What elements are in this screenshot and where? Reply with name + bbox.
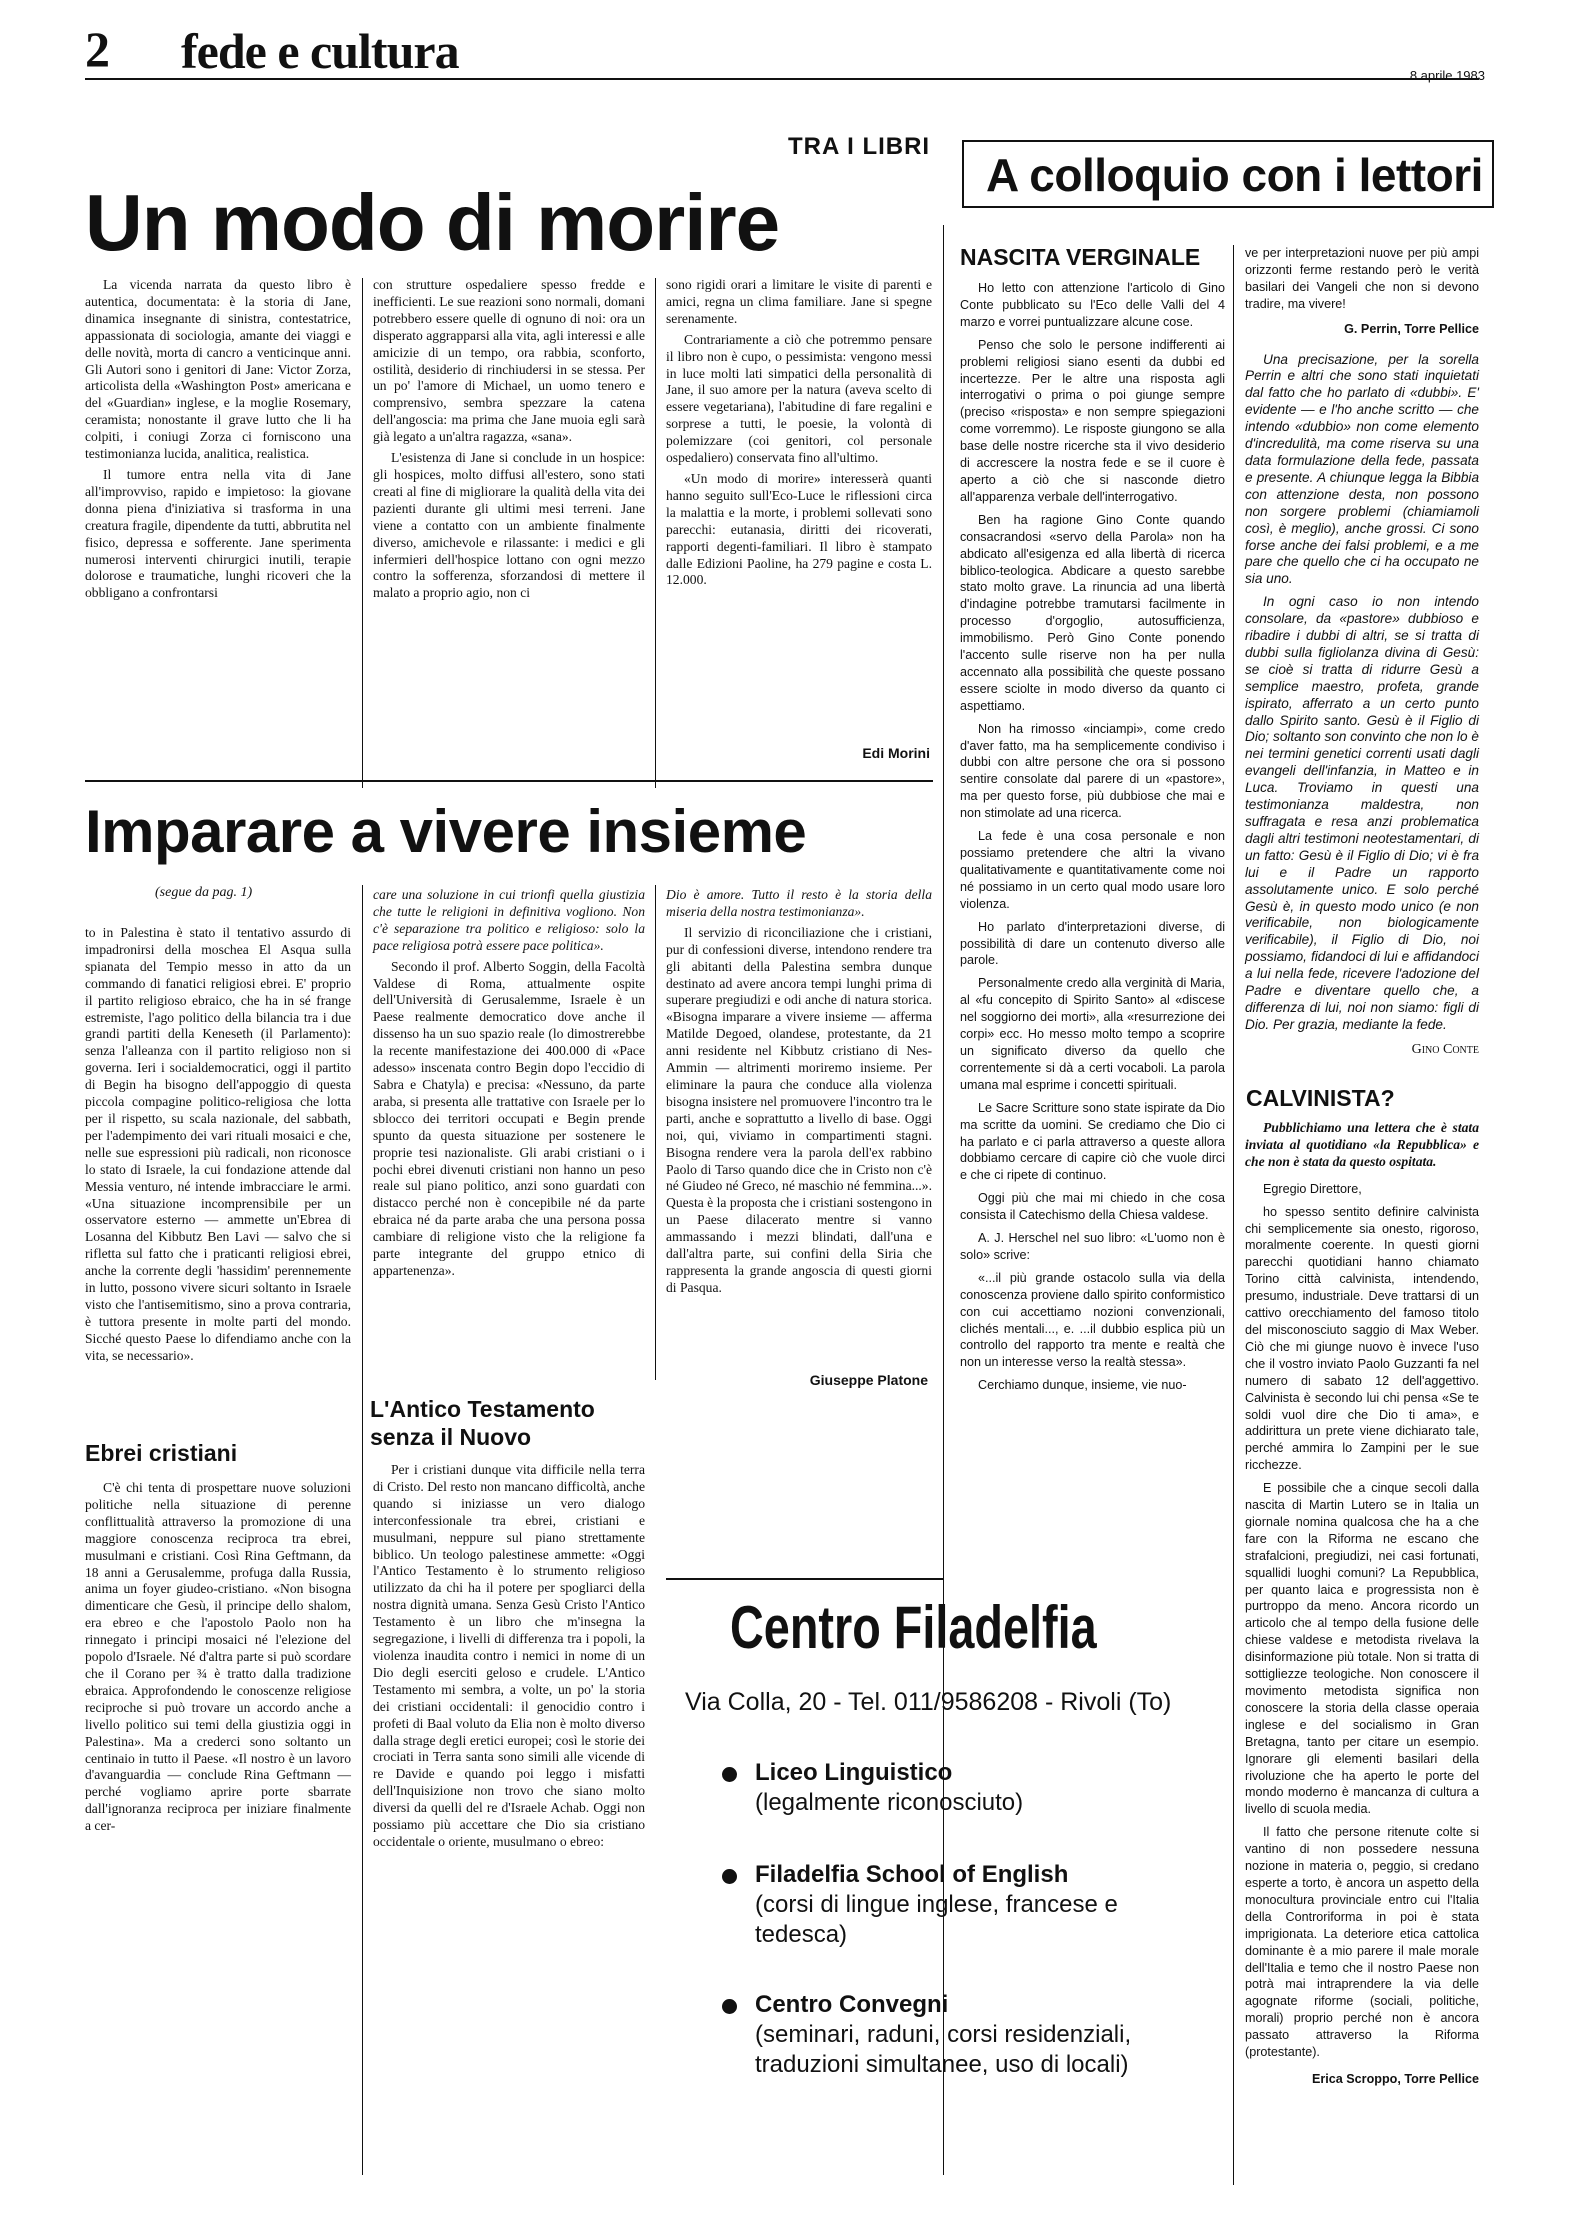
ad-item bbox=[755, 1758, 1215, 1818]
ad-item-desc: (legalmente riconosciuto) bbox=[755, 1789, 1024, 1816]
paragraph: L'esistenza di Jane si conclude in un hospice: gli hospices, molto diffusi all'estero, sono stati creati al fine di migliorare la qualità della vita dei pazienti durante gli ultimi mesi terreni. Jane viene a contatto con un ambiente finalmente diverso, amichevole e rilassante: i medici e gli infermieri dell'hospice lottano con ogni mezzo contro la sofferenza, sforzandosi di mettere il malato a proprio agio, non ci bbox=[373, 450, 645, 601]
paragraph: ho spesso sentito definire calvinista chi semplicemente sia onesto, rigoroso, moralmente coerente. In questi giorni parecchi quotidiani hanno chiamato Torino città calvinista, intendendo, presumo, industriale. Deve trattarsi di un cattivo orecchiamento del famoso titolo del misconosciuto saggio di Max Weber. Ciò che mi giunge nuovo è invece l'uso che il vostro inviato Paolo Guzzanti fa nel numero di sabato 12 dell'aggettivo. Calvinista è secondo lui chi pensa «Se te soldi vuol dire che Dio ti ama», e addirittura un prete viene dichiarato tale, perché ammira lo Zampini per le sue ricchezze. bbox=[1245, 1204, 1479, 1473]
ad-address: Via Colla, 20 - Tel. 011/9586208 - Rivoli (To) bbox=[685, 1688, 1172, 1716]
article2-column-1b bbox=[85, 1480, 351, 1839]
paragraph: care una soluzione in cui trionfi quella giustizia che tutte le religioni in definitiva vogliono. Non c'è separazione tra politico e religioso: solo la pace religiosa potrà essere pace politica». bbox=[373, 887, 645, 953]
article2-column-3 bbox=[666, 887, 932, 1301]
letters-header: A colloquio con i lettori bbox=[986, 149, 1483, 201]
bullet-icon bbox=[722, 1767, 737, 1782]
section-rule bbox=[85, 780, 933, 782]
article2-subhead-2: L'Antico Testamento senza il Nuovo bbox=[370, 1396, 595, 1450]
letters-column-2b bbox=[1245, 1120, 1479, 2088]
letters-column-1 bbox=[960, 280, 1225, 1400]
ad-item bbox=[755, 1860, 1215, 1950]
paragraph: Oggi più che mai mi chiedo in che cosa consista il Catechismo della Chiesa valdese. bbox=[960, 1191, 1225, 1223]
ad-rule bbox=[666, 1578, 944, 1580]
ad-item-title: Centro Convegni bbox=[755, 1991, 949, 2018]
paragraph: Personalmente credo alla verginità di Maria, al «fu concepito di Spirito Santo» al «discese nel soggiorno dei morti», alla «resurrezione dei corpi» ecc. Ho messo molto tempo a scoprire un significato diverso da quello che correntemente si dà a certi vocaboli. La parola umana mal esprime i concetti spirituali. bbox=[960, 976, 1225, 1092]
paragraph: Una precisazione, per la sorella Perrin e altri che sono stati inquietati dal fatto che ho parlato di «dubbi». E' evidente — e l'ho anche scritto — che intendo «dubbio» non come elemento d'incredulità, ma come riserva su una data formulazione della fede, passata e presente. A chiunque legga la Bibbia con attenzione desta, non possono non sorgere problemi (chiamiamoli così, è meglio), anche grossi. Ci sono forse anche dei falsi problemi, e a me pare che quello che ci ha occupato ne sia uno. bbox=[1245, 351, 1479, 587]
article1-column-1 bbox=[85, 277, 351, 606]
paragraph: E possibile che a cinque secoli dalla nascita di Martin Lutero se in Italia un giornale nomina qualcosa che ha a che fare con la Riforma ne escano che strafalcioni, pregiudizi, nei casi fortunati, squallidi luoghi comuni? La Repubblica, per quanto laica e progressista non è purtroppo da meno. Ancora ricordo un articolo che al tempo della fusione delle chiese valdese e metodista rivelava la disinformazione più totale. Non si tratta di sottigliezze teologiche. Non conoscere il movimento metodista significa non conoscere la storia della classe operaia inglese e del socialismo in Gran Bretagna, tanto per citare un esempio. Ignorare gli elementi basilari della rivoluzione che ha aperto le porte del mondo moderno è mancanza di cultura a livello di scuola media. bbox=[1245, 1481, 1479, 1817]
paragraph: Il fatto che persone ritenute colte si vantino di non possedere nessuna nozione in materia o, peggio, si credano esperte a torto, è ancora un aspetto della monocultura provinciale entro cui l'Italia della Controriforma in poi è stata imprigionata. La deteriore etica cattolica dominante è a mio parere il male morale dell'Italia e temo che il nostro Paese non potrà mai intraprendere la via delle agognate riforme (sociali, politiche, morali) proprio perché non è ancora passato attraverso la Riforma (protestante). bbox=[1245, 1825, 1479, 2060]
calvinista-intro: Pubblichiamo una lettera che è stata inviata al quotidiano «la Repubblica» e che non è stata da questo ospitata. bbox=[1245, 1120, 1479, 1169]
paragraph: Per i cristiani dunque vita difficile nella terra di Cristo. Del resto non mancano difficoltà, anche quando si iniziasse un vero dialogo interconfessionale tra ebrei, cristiani e musulmani, neppure sul piano strettamente biblico. Un teologo palestinese ammette: «Oggi l'Antico Testamento è lo strumento religioso utilizzato da chi ha il potere per spogliarci della nostra dignità umana. Senza Gesù Cristo l'Antico Testamento è un libro che m'insegna la segregazione, i livelli di differenza tra i popoli, la violenza inaudita contro i nemici in nome di un Dio degli eserciti geloso e crudele. L'Antico Testamento mi sembra, a volte, un po' la storia dei cristiani occidentali: il genocidio contro i profeti di Baal voluto da Elia non è molto diverso dalla strage degli eretici europei; così le storie dei crociati in Terra santa sono simili alle vicende di re Davide e quando poi leggo i misfatti dell'Inquisizione non trovo che siano molto diversi da quelli del re d'Israele Achab. Oggi non possiamo più accettare che Dio sia cristiano occidentale o oriente, musulmano o ebreo: bbox=[373, 1462, 645, 1849]
article2-subhead-1: Ebrei cristiani bbox=[85, 1440, 238, 1466]
section-title: fede e cultura bbox=[181, 23, 459, 79]
paragraph: Cerchiamo dunque, insieme, vie nuo- bbox=[978, 1378, 1187, 1393]
calvinista-title: CALVINISTA? bbox=[1246, 1085, 1395, 1111]
paragraph: «...il più grande ostacolo sulla via della conoscenza proviene dallo spirito conformistico con cui accettiamo nozioni convenzionali, clichés mentali..., e. ...il dubbio esplica più un controllo del rapporto tra mente e realtà che non un interesse verso la realtà stessa». bbox=[960, 1270, 1225, 1370]
paragraph: to in Palestina è stato il tentativo assurdo di impadronirsi della moschea El Asqua sulla spianata del Tempio messo in atto da un commando di fanatici religiosi ebrei. E' proprio il partito religioso ebraico, che ha in sé frange estremiste, l'ago politico della bilancia tra i due grandi partiti della Keneseth (il Parlamento): senza l'alleanza con il partito religioso non si governa. Ieri i socialdemocratici, oggi il partito di Begin ha bisogno dell'appoggio di questa piccola compagine politico-religiosa che lotta per il rispetto, su scala nazionale, del sabbath, per l'adempimento dei vari rituali mosaici e che, nelle sue espressioni più radicali, non riconosce lo stato di Israele, la cui fondazione attende dal Messia venturo, né intende imbracciare le armi. «Una situazione incomprensibile per un osservatore esterno — ammette un'Ebrea di Losanna del Kibbutz Ben Lavi — salvo che si rifletta sul fatto che i praticanti religiosi ebrei, anche la corrente degli 'hassidim' perennemente in lutto, possono vivere sicuri soltanto in Israele visto che l'antisemitismo, sino a prova contraria, è tuttora presente in molte parti del mondo. Sicché questo Paese lo difendiamo anche con la vita, se necessario». bbox=[85, 925, 351, 1363]
paragraph: Ho parlato d'interpretazioni diverse, di possibilità di dare un contenuto diverso alle parole. bbox=[960, 919, 1225, 968]
column-rule bbox=[362, 278, 363, 788]
page-number: 2 bbox=[85, 21, 110, 77]
letter-author: G. Perrin, Torre Pellice bbox=[1344, 321, 1479, 336]
paragraph: ve per interpretazioni nuove per più ampi orizzonti ferme restando però le verità basilari dei Vangeli che non si devono tradire, ma vivere! bbox=[1245, 246, 1479, 311]
ad-item-desc: (corsi di lingue inglese, francese e tedesca) bbox=[755, 1891, 1118, 1948]
ad-item-title: Liceo Linguistico bbox=[755, 1759, 953, 1786]
ad-item-title: Filadelfia School of English bbox=[755, 1861, 1069, 1888]
ad-centro-filadelfia bbox=[680, 1585, 1210, 2175]
issue-date: 8 aprile 1983 bbox=[1409, 68, 1485, 83]
ad-item bbox=[755, 1990, 1215, 2080]
paragraph: Penso che solo le persone indifferenti ai problemi religiosi siano esenti da dubbi ed incertezze. Per le altre una risposta agli interrogativi o prima o poi giunge sempre (preciso «risposta» e non sempre spiegazioni come vorremmo). Le risposte giungono se alla base delle nostre ricerche sta il vivo desiderio di accrescere la nostra fede e se il cuore è aperto a ciò che si nasconde dietro all'apparenza verbale dell'interrogativo. bbox=[960, 337, 1225, 504]
paragraph: sono rigidi orari a limitare le visite di parenti e amici, regna un clima familiare. Jane si spegne serenamente. bbox=[666, 277, 932, 326]
column-rule bbox=[1233, 245, 1234, 2185]
article1-title: Un modo di morire bbox=[85, 178, 780, 267]
salutation: Egregio Direttore, bbox=[1263, 1181, 1362, 1196]
editor-reply bbox=[1245, 352, 1479, 1034]
letters-column-2 bbox=[1245, 245, 1479, 1059]
column-rule bbox=[655, 278, 656, 788]
article1-author: Edi Morini bbox=[862, 745, 930, 761]
reply-author: Gino Conte bbox=[1411, 1041, 1479, 1057]
paragraph: In ogni caso io non intendo consolare, da «pastore» dubbioso e ribadire i dubbi di altri, se si tratta di dubbi sulla figliolanza divina di Gesù: se cioè si tratta di ridurre Gesù a semplice maestro, profeta, grande ispirato, afferrato a un certo punto dallo Spirito santo. Gesù è il Figlio di Dio; soltanto son convinto che non lo è nei termini genetici correnti usati dagli evangeli dell'infanzia, in Matteo e in Luca. Troviamo in questi una testimonianza maldestra, non suffragata e resa anzi problematica dagli altri testimoni neotestamentari, di un fatto: Gesù è il Figlio di Dio; vi è fra lui e il Padre un rapporto assolutamente unico. E solo perché Gesù è, in questo modo unico (e non verificabile, non biologicamente verificabile), il Figlio di Dio, noi possiamo, fidandoci di lui e affidandoci a lui nella fede, ricevere l'adozione del Padre e diventare quello che, a differenza di lui, noi non siamo: figli di Dio. Per grazia, mediante la fede. bbox=[1245, 594, 1479, 1032]
letters-header-box bbox=[962, 140, 1494, 208]
paragraph: Secondo il prof. Alberto Soggin, della Facoltà Valdese di Roma, attualmente ospite dell'Università di Gerusalemme, Israele è un Paese realmente democratico dove anche il dissenso ha un suo spazio reale (lo dimostrerebbe la recente manifestazione dei 400.000 di «Pace adesso» inscenata contro Begin dopo l'eccidio di Sabra e Chatyla) e precisa: «Nessuno, da parte araba, si presenta alle trattative con Israele per lo sblocco dei territori occupati e Begin prende spunto da questa situazione per sostenere le proprie tesi nazionaliste. Gli arabi cristiani o i pochi ebrei divenuti cristiani non hanno un peso reale sul piano politico, anzi sono guardati con distacco perché non è concepibile né da parte ebraica né da parte araba che una persona possa cambiare di religione visto che la religione fa parte integrante del gruppo etnico di appartenenza». bbox=[373, 958, 645, 1278]
paragraph: A. J. Herschel nel suo libro: «L'uomo non è solo» scrive: bbox=[960, 1231, 1225, 1262]
paragraph: La fede è una cosa personale e non possiamo pretendere che altri la vivano qualitativamente e quantitativamente come noi né possiamo in un certo qual modo usare loro violenza. bbox=[960, 829, 1225, 911]
article2-column-2b bbox=[373, 1462, 645, 1855]
paragraph: Non ha rimosso «inciampi», come credo d'aver fatto, ma ha semplicemente condiviso i dubbi con altre persone che ora si possono sentire consolate dal parere di un «pastore», ma per questo forse, più dubbiose che mai e non stimolate ad una ricerca. bbox=[960, 721, 1225, 821]
paragraph: Il servizio di riconciliazione che i cristiani, pur di confessioni diverse, intendono rendere tra gli abitanti della Palestina sembra dunque destinato ad avere ancora tempi lunghi prima di superare pregiudizi e odi anche di natura storica. «Bisogna imparare a vivere insieme — afferma Matilde Degoed, olandese, protestante, da 21 anni residente nel Kibbutz cristiano di Nes-Ammin — altrimenti moriremo insieme. Per eliminare la paura che conduce alla violenza bisogna insistere nel promuovere l'incontro tra le parti, anche e soprattutto a livello di base. Oggi noi, qui, viviamo in compartimenti stagni. Bisogna rendere vera la parola dell'ex rabbino Paolo di Tarso quando dice che in Cristo non c'è né Giudeo né Greco, né maschio né femmina...». Questa è la proposta che i cristiani sostengono in un Paese dilacerato mentre si vanno ammassando i mezzi blindati, dall'una e dall'altra parte, sui confini della Siria che rappresenta la grande angoscia di questi giorni di Pasqua. bbox=[666, 924, 932, 1295]
article1-kicker: TRA I LIBRI bbox=[788, 133, 931, 160]
paragraph: «Un modo di morire» interesserà quanti hanno seguito sull'Eco-Luce le riflessioni circa la malattia e la morte, i problemi sollevati sono parecchi: eutanasia, diritti dei ricoverati, rapporti degenti-familiari. Il libro è stampato dalle Edizioni Paoline, ha 279 pagine e costa L. 12.000. bbox=[666, 470, 932, 588]
paragraph: Le Sacre Scritture sono state ispirate da Dio ma scritte da uomini. Se crediamo che Dio ci ha parlato e ci parla attraverso a queste allora dobbiamo cercare di capire ciò che vuole dirci e che ci ripete di continuo. bbox=[960, 1100, 1225, 1183]
paragraph: La vicenda narrata da questo libro è autentica, documentata: è la storia di Jane, dinamica insegnante di sinistra, contestatrice, appassionata di sociologia, amante dei viaggi e delle novità, morta di cancro a venticinque anni. Gli Autori sono i genitori di Jane: Victor Zorza, articolista della «Washington Post» americana e del «Guardian» inglese, e la moglie Rosemary, ceramista; nonostante il grave lutto che li ha colpiti, i coniugi Zorza ci forniscono una testimonianza lucida, analitica, realistica. bbox=[85, 277, 351, 462]
article2-continued: (segue da pag. 1) bbox=[155, 885, 253, 900]
article2-column-1 bbox=[85, 925, 351, 1369]
paragraph: Ho letto con attenzione l'articolo di Gino Conte pubblicato su l'Eco delle Valli del 4 marzo e vorrei puntualizzare alcune cose. bbox=[960, 281, 1225, 329]
letter-author: Erica Scroppo, Torre Pellice bbox=[1311, 2071, 1479, 2086]
paragraph: Ben ha ragione Gino Conte quando consacrandosi «servo della Parola» non ha abdicato all'esigenza ed alla libertà di ricerca biblico-teologica. Abdicare a questo sarebbe stato molto grave. La rinuncia ad una libertà d'indagine potrebbe tramutarsi facilmente in processo d'orgoglio, autosufficienza, immobilismo. Però Gino Conte ponendo l'accento sulle riserve non ha per nulla accennato alla possibilità che queste possano essere sciolte in modo diverso da quanto ci aspettiamo. bbox=[960, 512, 1225, 713]
article1-column-2 bbox=[373, 277, 645, 606]
ad-item-desc: (seminari, raduni, corsi residenziali, traduzioni simultanee, uso di locali) bbox=[755, 2021, 1132, 2078]
bullet-icon bbox=[722, 1869, 737, 1884]
masthead-rule bbox=[85, 78, 1479, 80]
article2-author: Giuseppe Platone bbox=[809, 1372, 928, 1388]
ad-title: Centro Filadelfia bbox=[730, 1594, 1097, 1661]
article2-column-2 bbox=[373, 887, 645, 1284]
paragraph: Dio è amore. Tutto il resto è la storia della miseria della nostra testimonianza». bbox=[666, 887, 932, 919]
paragraph: con strutture ospedaliere spesso fredde e inefficienti. Le sue reazioni sono normali, domani potrebbero essere quelle di ognuno di noi: ora un disperato aggrapparsi alla vita, agli interessi e alle amicizie di un tempo, ora rabbia, sconforto, ostilità, desiderio di rinchiudersi in se stessa. Per un po' l'amore di Michael, un uomo tenero e comprensivo, sembra spezzare la catena dell'angoscia: ma prima che Jane muoia egli sarà già legato a un'altra ragazza, «sana». bbox=[373, 277, 645, 445]
masthead bbox=[85, 18, 1485, 83]
bullet-icon bbox=[722, 1999, 737, 2014]
paragraph: Il tumore entra nella vita di Jane all'improvviso, rapido e impietoso: la giovane donna piena d'iniziativa si trasforma in una creatura fragile, dipendente da tutti, abbrutita nel fisico, depressa e sofferente. Jane sperimenta numerosi interventi chirurgici inutili, terapie dolorose e traumatiche, lunghi ricoveri che la obbligano a confrontarsi bbox=[85, 466, 351, 601]
column-rule bbox=[362, 885, 363, 2175]
column-rule bbox=[655, 885, 656, 1380]
paragraph: C'è chi tenta di prospettare nuove soluzioni politiche nella situazione di perenne conflittualità attraverso la promozione di una maggiore conoscenza reciproca tra ebrei, musulmani e cristiani. Così Rina Geftmann, da 18 anni a Gerusalemme, profuga dalla Russia, anima un foyer giudeo-cristiano. «Non bisogna dimenticare che Gesù, il principe dello shalom, era ebreo e che l'apostolo Paolo non ha rinnegato i principi mosaici né l'elezione del popolo d'Israele. Né d'altra parte si può scordare che il Corano per ¾ è tratto dalla tradizione ebraica. Approfondendo le conoscenze religiose reciproche si può trovare un accordo anche a livello politico sui temi della giustizia oggi in Palestina». Ma a crederci sono soltanto un centinaio in tutto il Paese. «Il nostro è un lavoro d'avanguardia — conclude Rina Geftmann — perché vogliamo aprire porte sbarrate dall'ignoranza reciproca per iniziare finalmente a cer- bbox=[85, 1480, 351, 1834]
paragraph: Contrariamente a ciò che potremmo pensare il libro non è cupo, o pessimista: vengono messi in luce molti lati simpatici della personalità di Jane, il suo amore per la natura (aveva scelto di essere vegetariana), l'abitudine di fare regalini e sorprese a tutti, le poesie, la volontà di polemizzare (coi genitori, col personale ospedaliero) conservata fino all'ultimo. bbox=[666, 331, 932, 466]
article2-title: Imparare a vivere insieme bbox=[85, 798, 807, 865]
article1-column-3 bbox=[666, 277, 932, 593]
nascita-title: NASCITA VERGINALE bbox=[960, 244, 1201, 270]
